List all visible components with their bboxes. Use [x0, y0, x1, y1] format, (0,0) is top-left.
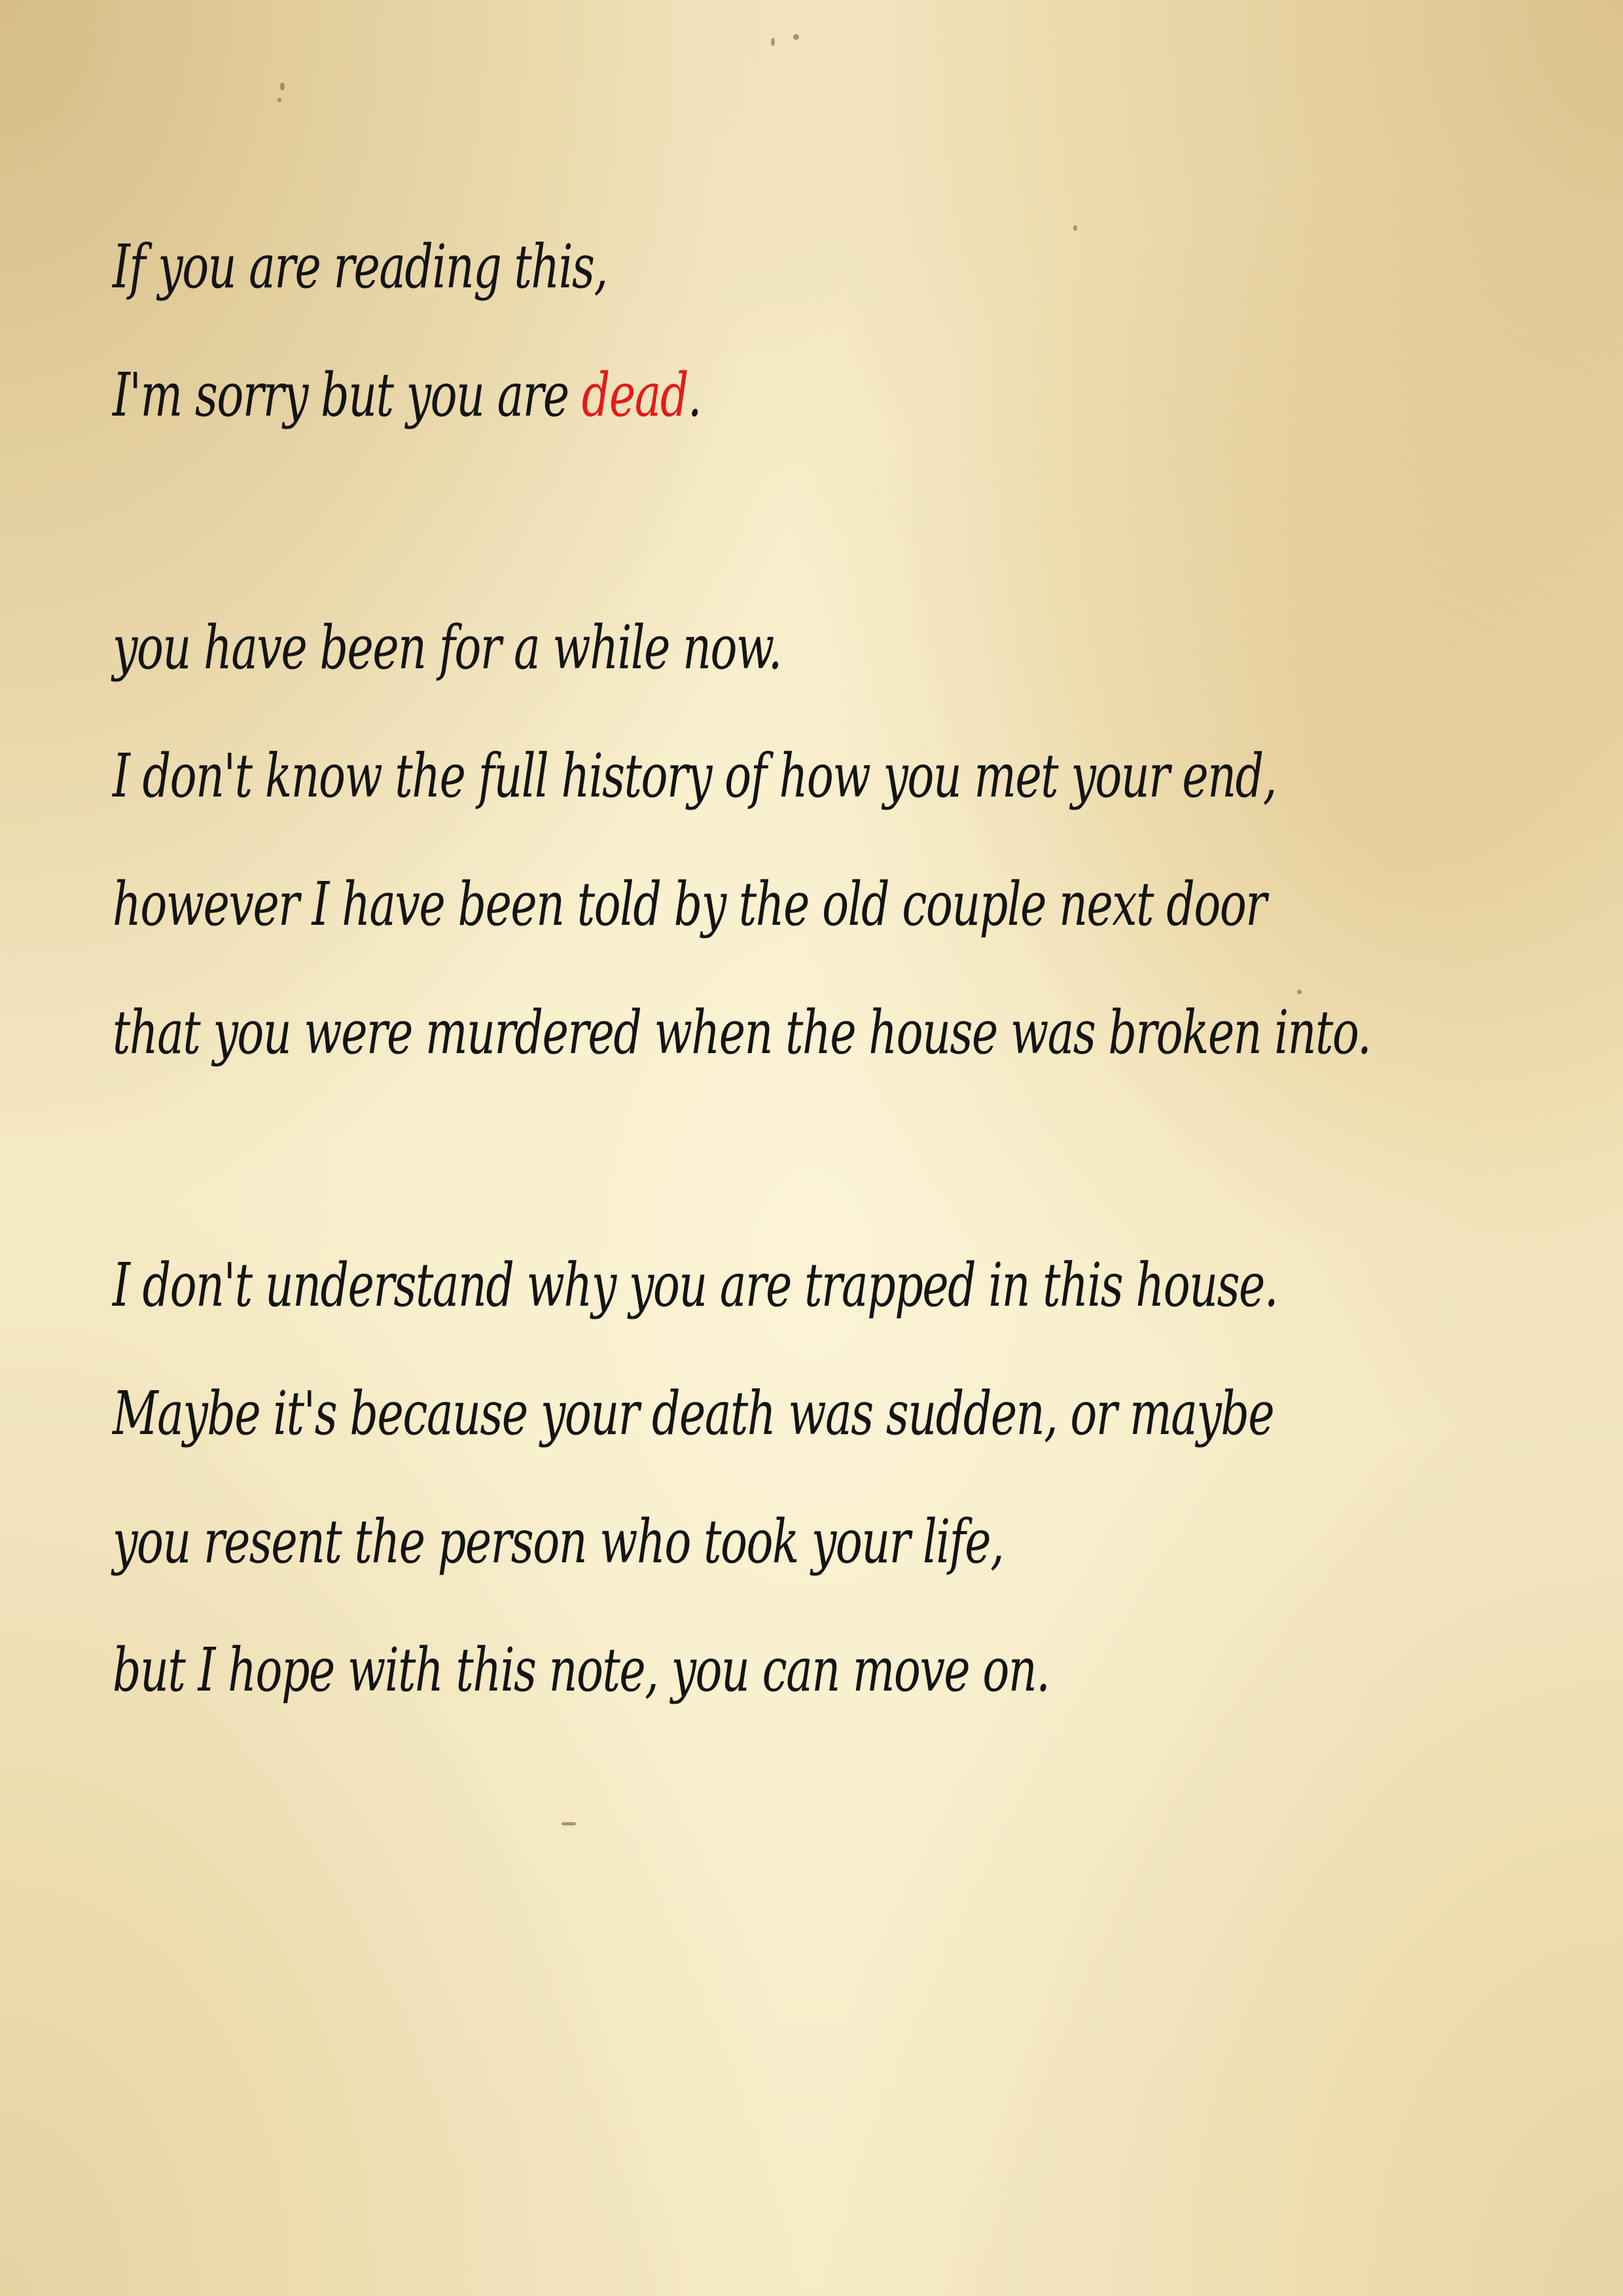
letter-text: I'm sorry but you are	[113, 360, 582, 430]
handwritten-letter	[113, 203, 1578, 1734]
letter-line: If you are reading this,	[113, 232, 607, 302]
paper-speck	[277, 98, 281, 102]
letter-line: I don't understand why you are trapped in this house.	[113, 1250, 1278, 1320]
paper-speck	[793, 34, 799, 40]
letter-line: however I have been told by the old couple next door	[113, 869, 1266, 939]
paper-speck	[280, 82, 285, 90]
paper-speck	[562, 1822, 576, 1825]
letter-line: you have been for a while now.	[113, 613, 781, 683]
letter-line-dead	[113, 331, 1198, 459]
letter-text: .	[687, 360, 702, 430]
letter-line: you resent the person who took your life,	[113, 1507, 1004, 1577]
letter-line: Maybe it's because your death was sudden, or maybe	[113, 1378, 1274, 1448]
letter-line: that you were murdered when the house was broken into.	[113, 997, 1371, 1067]
paragraph-gap	[113, 1097, 1578, 1221]
highlight-word-dead: dead	[581, 360, 688, 430]
paragraph-gap	[113, 459, 1578, 584]
letter-line: but I hope with this note, you can move on.	[113, 1635, 1050, 1705]
letter-line: I don't know the full history of how you met your end,	[113, 741, 1276, 811]
paper-speck	[771, 38, 775, 46]
